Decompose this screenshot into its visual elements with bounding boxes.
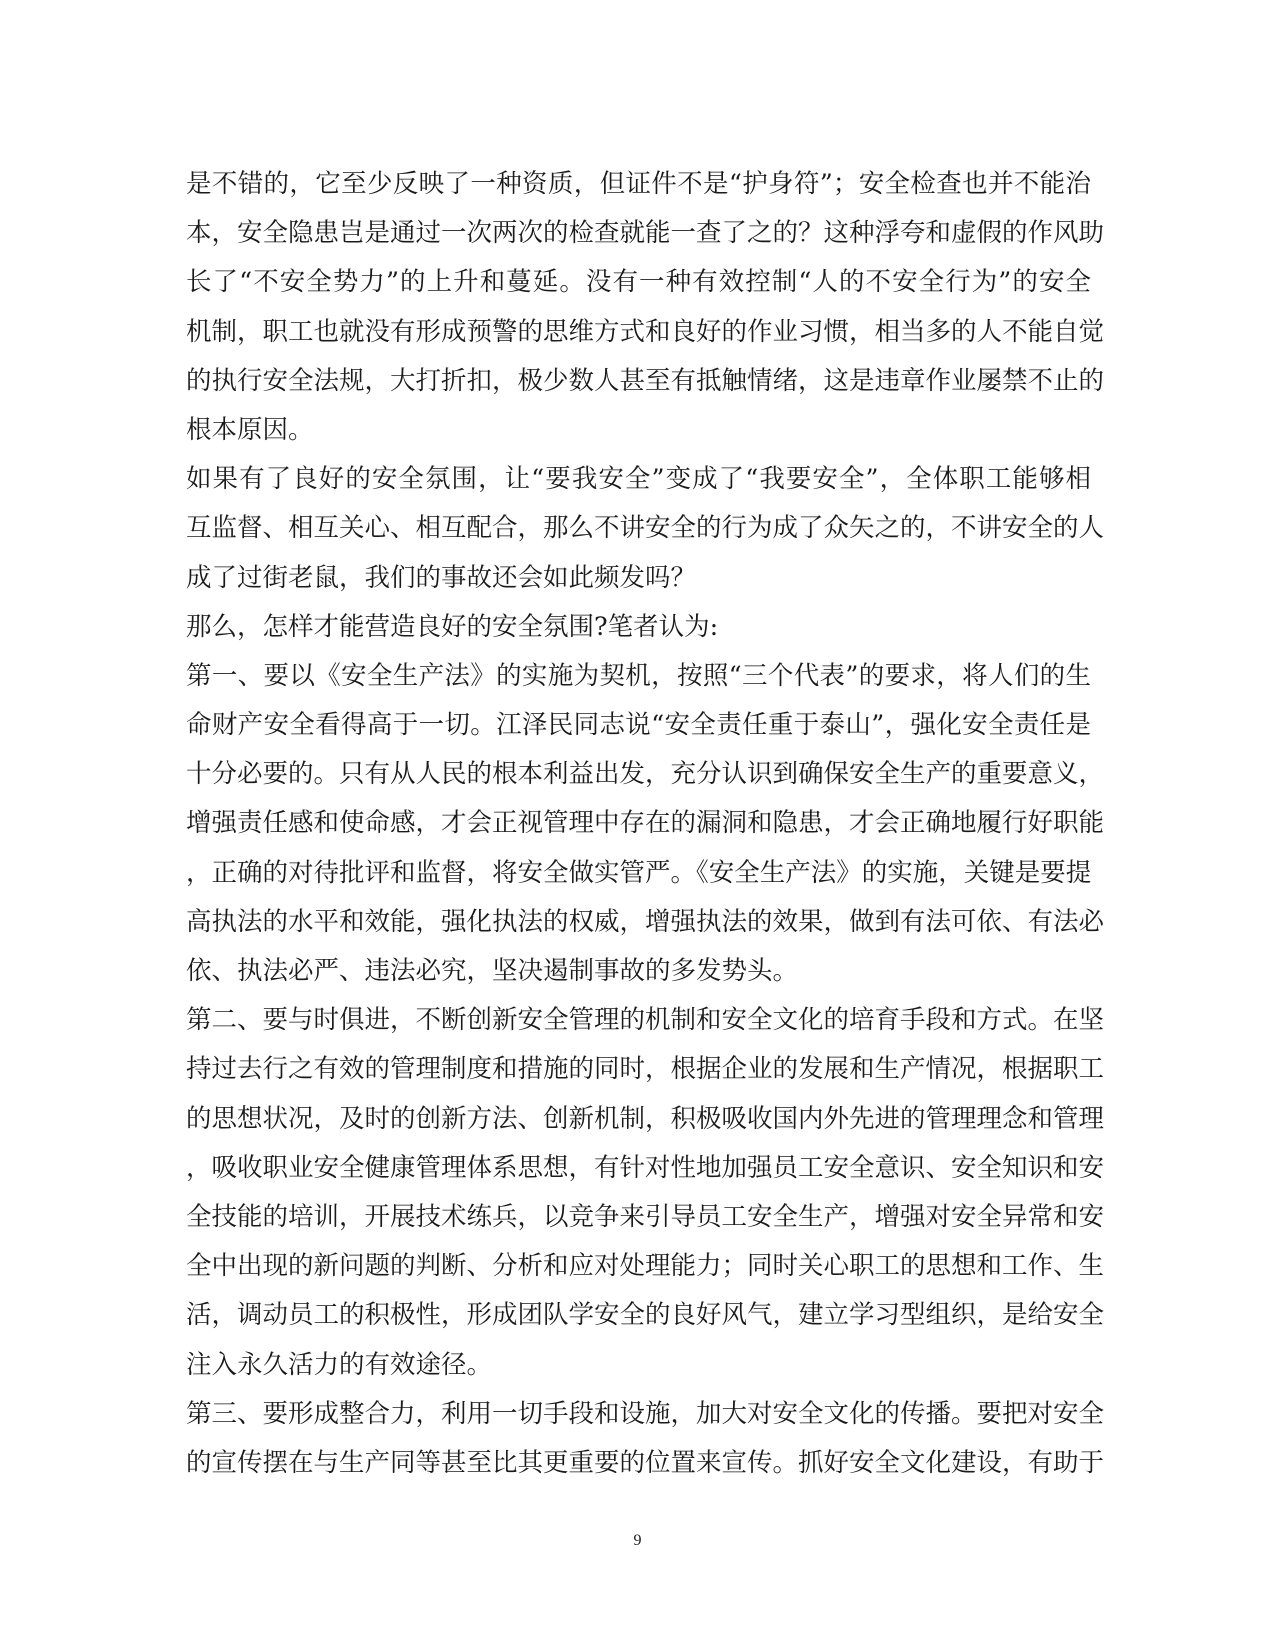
text-line: 全中出现的新问题的判断、分析和应对处理能力；同时关心职工的思想和工作、生 xyxy=(186,1251,1105,1282)
text-line: 互监督、相互关心、相互配合，那么不讲安全的行为成了众矢之的，不讲安全的人 xyxy=(186,513,1105,544)
page-number: 9 xyxy=(633,1532,642,1549)
text-line: ，吸收职业安全健康管理体系思想，有针对性地加强员工安全意识、安全知识和安 xyxy=(186,1152,1105,1183)
text-line: 本，安全隐患岂是通过一次两次的检查就能一查了之的？这种浮夸和虚假的作风助 xyxy=(186,218,1105,249)
text-line: 全技能的培训，开展技术练兵，以竞争来引导员工安全生产，增强对安全异常和安 xyxy=(186,1201,1105,1232)
text-line: 的宣传摆在与生产同等甚至比其更重要的位置来宣传。抓好安全文化建设，有助于 xyxy=(186,1447,1105,1478)
text-line: 依、执法必严、违法必究，坚决遏制事故的多发势头。 xyxy=(186,956,799,986)
text-line: 的执行安全法规，大打折扣，极少数人甚至有抵触情绪，这是违章作业屡禁不止的 xyxy=(186,365,1105,396)
text-line: 第二、要与时俱进，不断创新安全管理的机制和安全文化的培育手段和方式。在坚 xyxy=(186,1005,1105,1036)
text-line: 第一、要以《安全生产法》的实施为契机，按照“三个代表”的要求，将人们的生 xyxy=(186,660,1091,691)
text-line: 活，调动员工的积极性，形成团队学安全的良好风气，建立学习型组织，是给安全 xyxy=(186,1300,1105,1331)
text-line: 十分必要的。只有从人民的根本利益出发，充分认识到确保安全生产的重要意义， xyxy=(186,759,1105,790)
text-line: 如果有了良好的安全氛围，让“要我安全”变成了“我要安全”，全体职工能够相 xyxy=(186,464,1091,495)
text-line: 那么，怎样才能营造良好的安全氛围?笔者认为: xyxy=(186,611,719,642)
text-line: 长了“不安全势力”的上升和蔓延。没有一种有效控制“人的不安全行为”的安全 xyxy=(186,267,1091,298)
text-line: ，正确的对待批评和监督，将安全做实管严。《安全生产法》的实施，关键是要提 xyxy=(186,857,1092,888)
text-line: 成了过街老鼠，我们的事故还会如此频发吗？ xyxy=(186,562,697,593)
text-line: 高执法的水平和效能，强化执法的权威，增强执法的效果，做到有法可依、有法必 xyxy=(186,906,1105,937)
text-line: 机制，职工也就没有形成预警的思维方式和良好的作业习惯，相当多的人不能自觉 xyxy=(186,316,1105,347)
text-line: 第三、要形成整合力，利用一切手段和设施，加大对安全文化的传播。要把对安全 xyxy=(186,1398,1105,1429)
text-line: 是不错的，它至少反映了一种资质，但证件不是“护身符”；安全检查也并不能治 xyxy=(186,169,1091,199)
body-text xyxy=(186,160,1105,1488)
text-line: 的思想状况，及时的创新方法、创新机制，积极吸收国内外先进的管理理念和管理 xyxy=(186,1103,1105,1134)
text-line: 命财产安全看得高于一切。江泽民同志说“安全责任重于泰山”，强化安全责任是 xyxy=(186,710,1091,741)
text-line: 持过去行之有效的管理制度和措施的同时，根据企业的发展和生产情况，根据职工 xyxy=(186,1054,1105,1085)
text-line: 注入永久活力的有效途径。 xyxy=(186,1349,493,1380)
text-line: 根本原因。 xyxy=(186,414,314,445)
text-line: 增强责任感和使命感，才会正视管理中存在的漏洞和隐患，才会正确地履行好职能 xyxy=(186,808,1105,839)
